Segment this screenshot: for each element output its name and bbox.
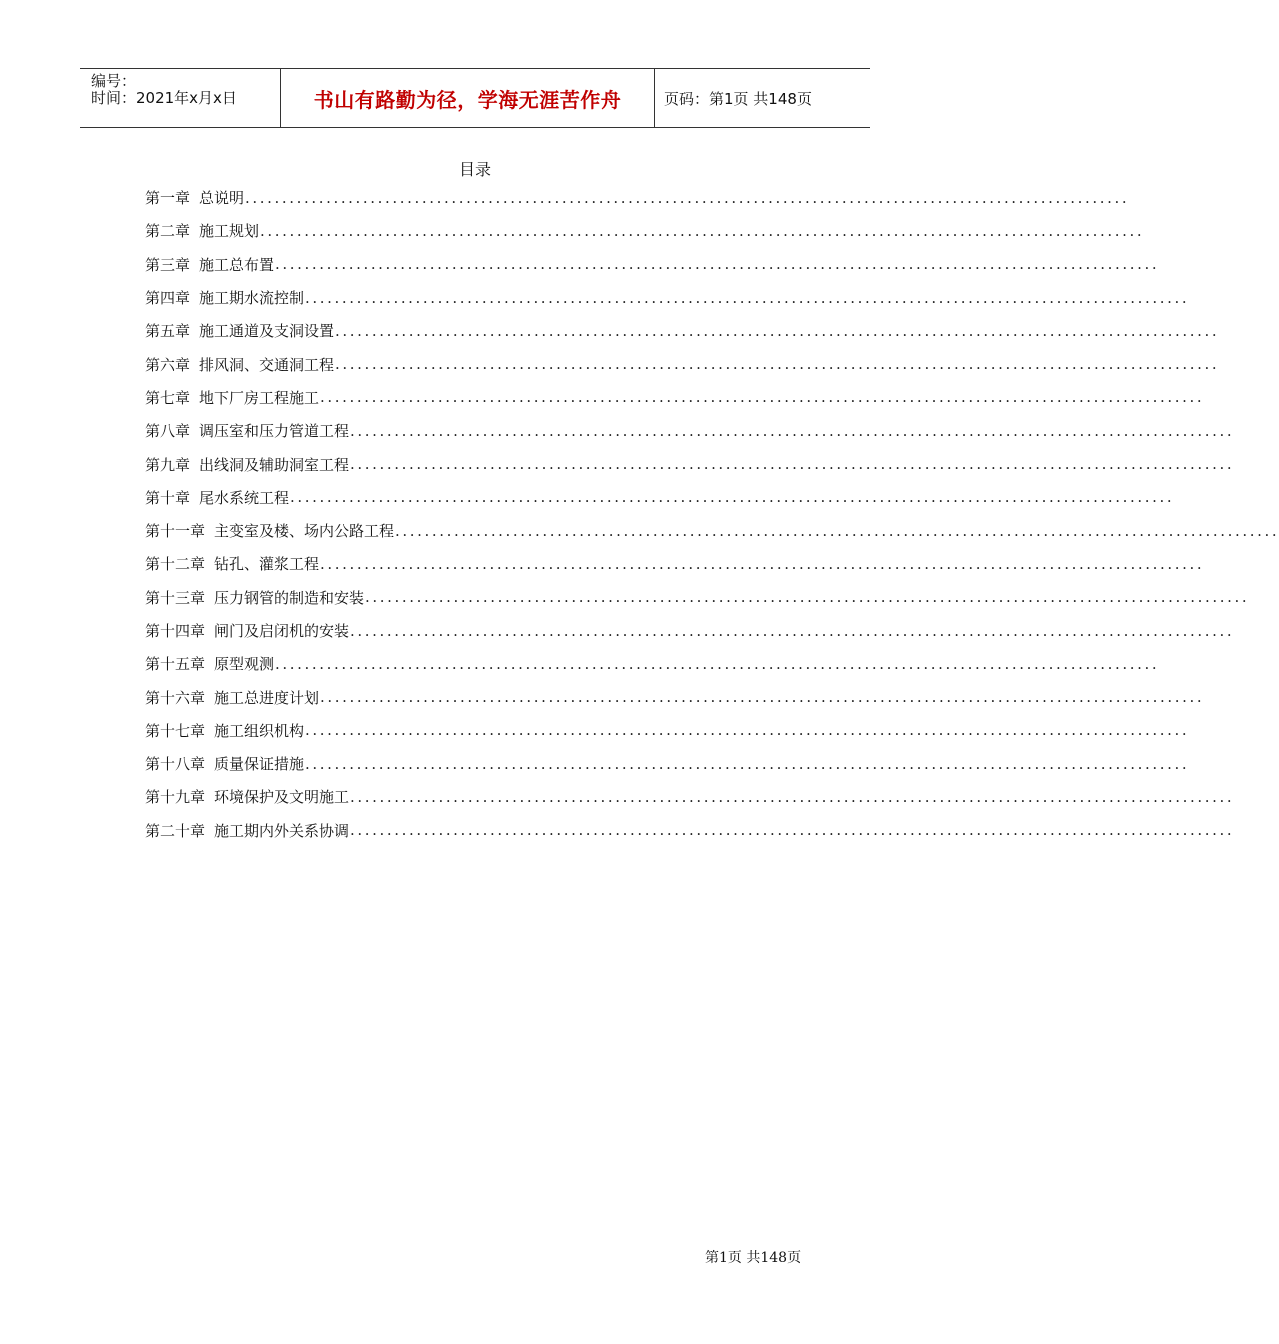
header-page-cell	[655, 69, 870, 127]
toc-chapter-number: 第十二章	[145, 555, 206, 574]
toc-chapter-title: 出线洞及辅助洞室工程	[199, 455, 350, 474]
toc-entry[interactable]	[145, 614, 1235, 647]
toc-chapter-number: 第十一章	[145, 522, 206, 541]
toc-chapter-number: 第五章	[145, 322, 191, 341]
toc-entry[interactable]	[145, 414, 1235, 447]
toc-entry[interactable]	[145, 680, 1205, 713]
toc-chapter-number: 第十三章	[145, 588, 206, 607]
toc-entry[interactable]	[145, 514, 1279, 547]
toc-entry[interactable]	[145, 281, 1190, 314]
toc-chapter-title: 压力钢管的制造和安装	[214, 588, 365, 607]
toc-dot-leader: ........................................................................................................................	[350, 621, 1235, 640]
toc-dot-leader: ........................................................................................................................	[260, 221, 1145, 240]
toc-chapter-number: 第十四章	[145, 622, 206, 640]
toc-chapter-title: 施工通道及支洞设置	[199, 322, 335, 341]
toc-dot-leader: ........................................................................................................................	[305, 288, 1190, 307]
toc-chapter-title: 环境保护及文明施工	[214, 788, 350, 807]
toc-chapter-title: 施工总进度计划	[214, 688, 320, 707]
toc-dot-leader: ........................................................................................................................	[320, 388, 1205, 407]
toc-chapter-title: 主变室及楼、场内公路工程	[214, 522, 395, 541]
toc-chapter-title: 施工期内外关系协调	[214, 821, 350, 840]
toc-dot-leader: ........................................................................................................................	[290, 488, 1175, 507]
toc-entry[interactable]	[145, 814, 1235, 847]
toc-dot-leader: ........................................................................................................................	[350, 787, 1235, 806]
toc-chapter-number: 第一章	[145, 189, 191, 208]
toc-chapter-title: 地下厂房工程施工	[199, 388, 320, 407]
page-footer: 第1页 共148页	[705, 1250, 802, 1266]
toc-chapter-title: 原型观测	[214, 655, 275, 674]
toc-chapter-title: 尾水系统工程	[199, 488, 290, 507]
toc-chapter-number: 第二十章	[145, 821, 206, 840]
toc-dot-leader: ........................................................................................................................	[335, 355, 1220, 374]
toc-entry[interactable]	[145, 647, 1160, 680]
toc-chapter-number: 第三章	[145, 255, 191, 274]
toc-chapter-number: 第十八章	[145, 755, 206, 774]
toc-chapter-number: 第十七章	[145, 721, 206, 740]
toc-dot-leader: ........................................................................................................................	[245, 188, 1130, 207]
toc-entry[interactable]	[145, 248, 1160, 281]
document-date-label: 时间：2021年x月x日	[91, 89, 237, 107]
toc-dot-leader: ........................................................................................................................	[350, 821, 1235, 840]
toc-chapter-number: 第八章	[145, 422, 191, 441]
toc-entry[interactable]	[145, 381, 1205, 414]
toc-entry[interactable]	[145, 481, 1175, 514]
toc-entry[interactable]	[145, 447, 1235, 480]
toc-chapter-title: 钻孔、灌浆工程	[214, 555, 320, 574]
toc-entry[interactable]	[145, 214, 1145, 247]
toc-dot-leader: ........................................................................................................................	[320, 688, 1205, 707]
toc-chapter-number: 第十六章	[145, 688, 206, 707]
toc-chapter-title: 施工期水流控制	[199, 289, 305, 308]
toc-chapter-number: 第九章	[145, 455, 191, 474]
header-meta-cell	[80, 69, 281, 127]
toc-chapter-title: 施工组织机构	[214, 721, 305, 740]
toc-chapter-number: 第四章	[145, 289, 191, 308]
toc-dot-leader: ........................................................................................................................	[320, 554, 1205, 573]
toc-entry[interactable]	[145, 714, 1190, 747]
toc-chapter-number: 第十五章	[145, 655, 206, 674]
toc-chapter-number: 第十九章	[145, 788, 206, 807]
toc-dot-leader: ........................................................................................................................	[275, 255, 1160, 274]
header-motto: 书山有路勤为径，学海无涯苦作舟	[313, 87, 622, 112]
toc-title: 目录	[458, 160, 491, 179]
toc-chapter-title: 闸门及启闭机的安装	[214, 622, 350, 640]
toc-chapter-title: 施工总布置	[199, 255, 275, 274]
toc-chapter-title: 总说明	[199, 189, 245, 208]
toc-chapter-number: 第十章	[145, 488, 191, 507]
toc-dot-leader: ........................................................................................................................	[275, 654, 1160, 673]
toc-chapter-number: 第二章	[145, 222, 191, 241]
document-header	[80, 68, 870, 128]
toc-chapter-number: 第六章	[145, 355, 191, 374]
toc-entry[interactable]	[145, 780, 1235, 813]
document-number-label: 编号：	[91, 72, 137, 90]
toc-chapter-title: 施工规划	[199, 222, 260, 241]
toc-entry[interactable]	[145, 347, 1220, 380]
header-motto-cell	[281, 69, 655, 127]
toc-entry[interactable]	[145, 314, 1220, 347]
toc-chapter-number: 第七章	[145, 388, 191, 407]
toc-entry[interactable]	[145, 181, 1130, 214]
toc-dot-leader: ........................................................................................................................	[335, 321, 1220, 340]
toc-dot-leader: ........................................................................................................................	[395, 521, 1279, 540]
toc-dot-leader: ........................................................................................................................	[350, 421, 1235, 440]
toc-chapter-title: 质量保证措施	[214, 755, 305, 774]
toc-entry[interactable]	[145, 747, 1190, 780]
toc-dot-leader: ........................................................................................................................	[305, 754, 1190, 773]
toc-chapter-title: 调压室和压力管道工程	[199, 422, 350, 441]
toc-dot-leader: ........................................................................................................................	[350, 455, 1235, 474]
table-of-contents	[145, 181, 1279, 847]
header-page-info: 页码：第1页 共148页	[664, 89, 812, 108]
toc-entry[interactable]	[145, 581, 1250, 614]
toc-dot-leader: ........................................................................................................................	[305, 721, 1190, 740]
toc-entry[interactable]	[145, 547, 1205, 580]
toc-chapter-title: 排风洞、交通洞工程	[199, 355, 335, 374]
toc-dot-leader: ........................................................................................................................	[365, 588, 1250, 607]
